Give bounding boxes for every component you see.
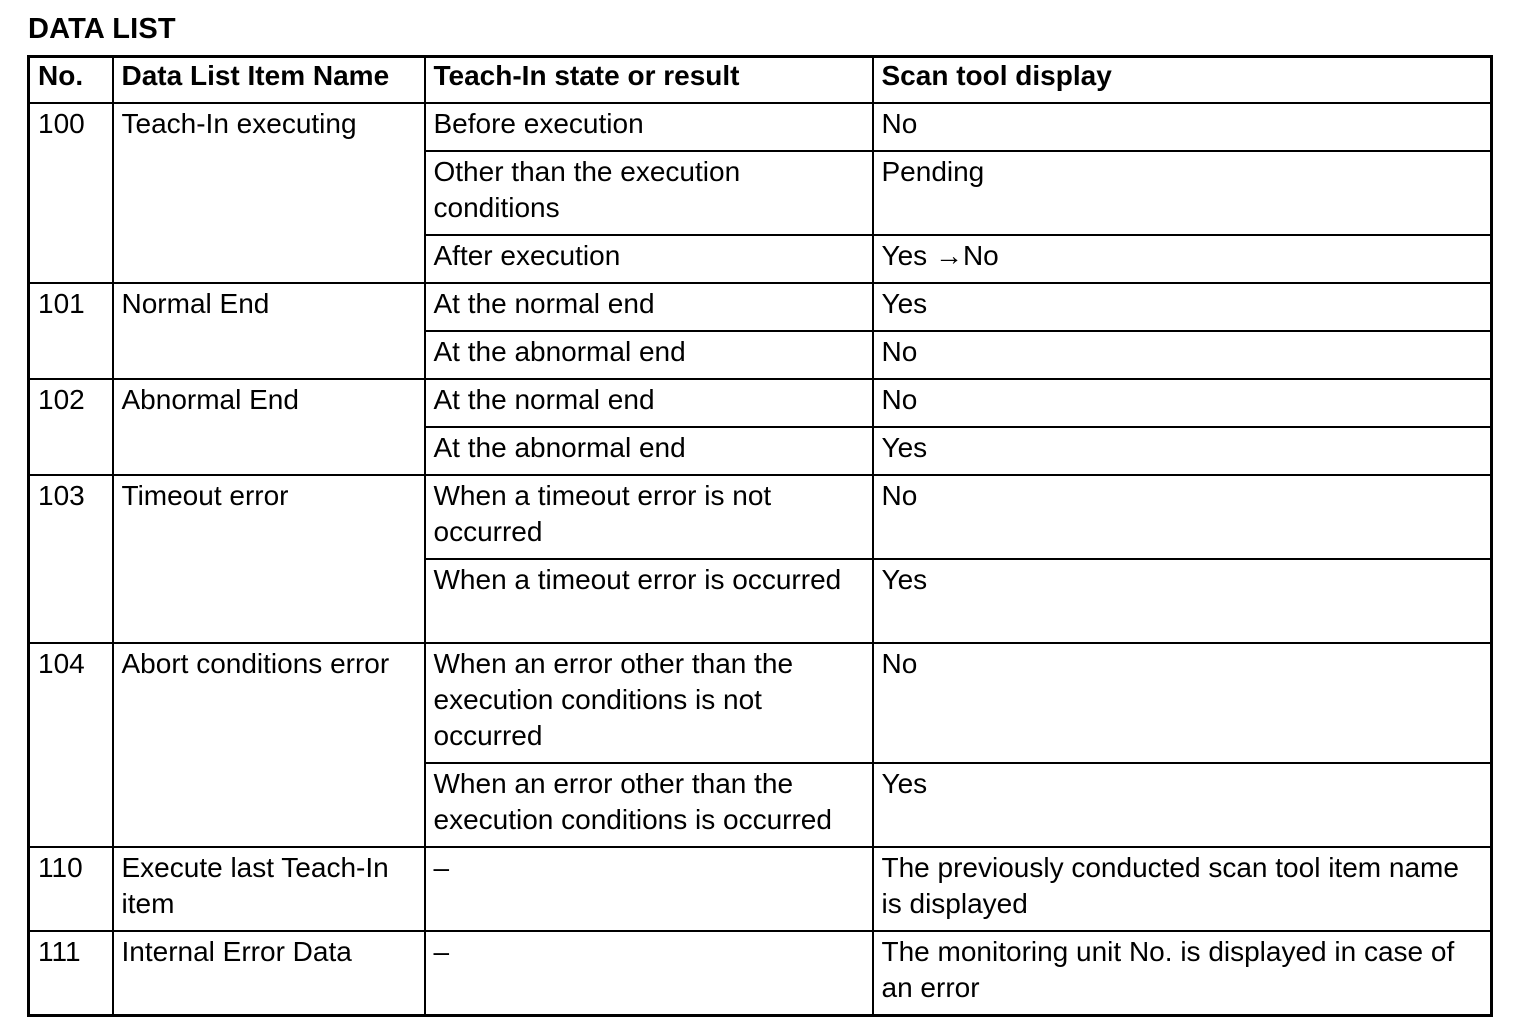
teach-in-state: Before execution — [425, 103, 873, 151]
item-no: 110 — [29, 847, 113, 931]
scan-tool-display: No — [873, 643, 1492, 763]
scan-tool-display: Yes →No — [873, 235, 1492, 283]
item-no: 102 — [29, 379, 113, 475]
item-name: Timeout error — [113, 475, 425, 643]
item-no: 104 — [29, 643, 113, 847]
table-row — [29, 103, 1492, 151]
item-no: 111 — [29, 931, 113, 1016]
teach-in-state: Other than the execution conditions — [425, 151, 873, 235]
table-row — [29, 847, 1492, 931]
teach-in-state: When an error other than the execution conditions is occurred — [425, 763, 873, 847]
table-row — [29, 379, 1492, 427]
teach-in-state: At the abnormal end — [425, 427, 873, 475]
item-no: 101 — [29, 283, 113, 379]
header-teach-in-state: Teach-In state or result — [425, 57, 873, 104]
scan-tool-display: No — [873, 103, 1492, 151]
teach-in-state: When an error other than the execution conditions is not occurred — [425, 643, 873, 763]
header-row — [29, 57, 1492, 104]
scan-tool-display: No — [873, 331, 1492, 379]
header-item-name: Data List Item Name — [113, 57, 425, 104]
item-name: Normal End — [113, 283, 425, 379]
teach-in-state: When a timeout error is occurred — [425, 559, 873, 643]
scan-tool-display: Yes — [873, 283, 1492, 331]
scan-tool-display: No — [873, 379, 1492, 427]
item-name: Abnormal End — [113, 379, 425, 475]
table-row — [29, 643, 1492, 763]
item-name: Execute last Teach-In item — [113, 847, 425, 931]
teach-in-state: At the normal end — [425, 283, 873, 331]
header-no: No. — [29, 57, 113, 104]
table-row — [29, 931, 1492, 1016]
item-no: 100 — [29, 103, 113, 283]
item-name: Abort conditions error — [113, 643, 425, 847]
scan-tool-display: Yes — [873, 559, 1492, 643]
item-no: 103 — [29, 475, 113, 643]
teach-in-state: – — [425, 847, 873, 931]
data-list-table — [27, 55, 1493, 1017]
scan-tool-display: Yes — [873, 427, 1492, 475]
item-name: Teach-In executing — [113, 103, 425, 283]
teach-in-state: At the normal end — [425, 379, 873, 427]
scan-tool-display: The previously conducted scan tool item name is displayed — [873, 847, 1492, 931]
teach-in-state: When a timeout error is not occurred — [425, 475, 873, 559]
header-scan-tool-display: Scan tool display — [873, 57, 1492, 104]
page-title: DATA LIST — [28, 13, 176, 45]
scan-tool-display: The monitoring unit No. is displayed in case of an error — [873, 931, 1492, 1016]
item-name: Internal Error Data — [113, 931, 425, 1016]
scan-tool-display: Yes — [873, 763, 1492, 847]
teach-in-state: After execution — [425, 235, 873, 283]
scan-tool-display: No — [873, 475, 1492, 559]
scan-tool-display: Pending — [873, 151, 1492, 235]
teach-in-state: At the abnormal end — [425, 331, 873, 379]
teach-in-state: – — [425, 931, 873, 1016]
table-row — [29, 283, 1492, 331]
table-row — [29, 475, 1492, 559]
